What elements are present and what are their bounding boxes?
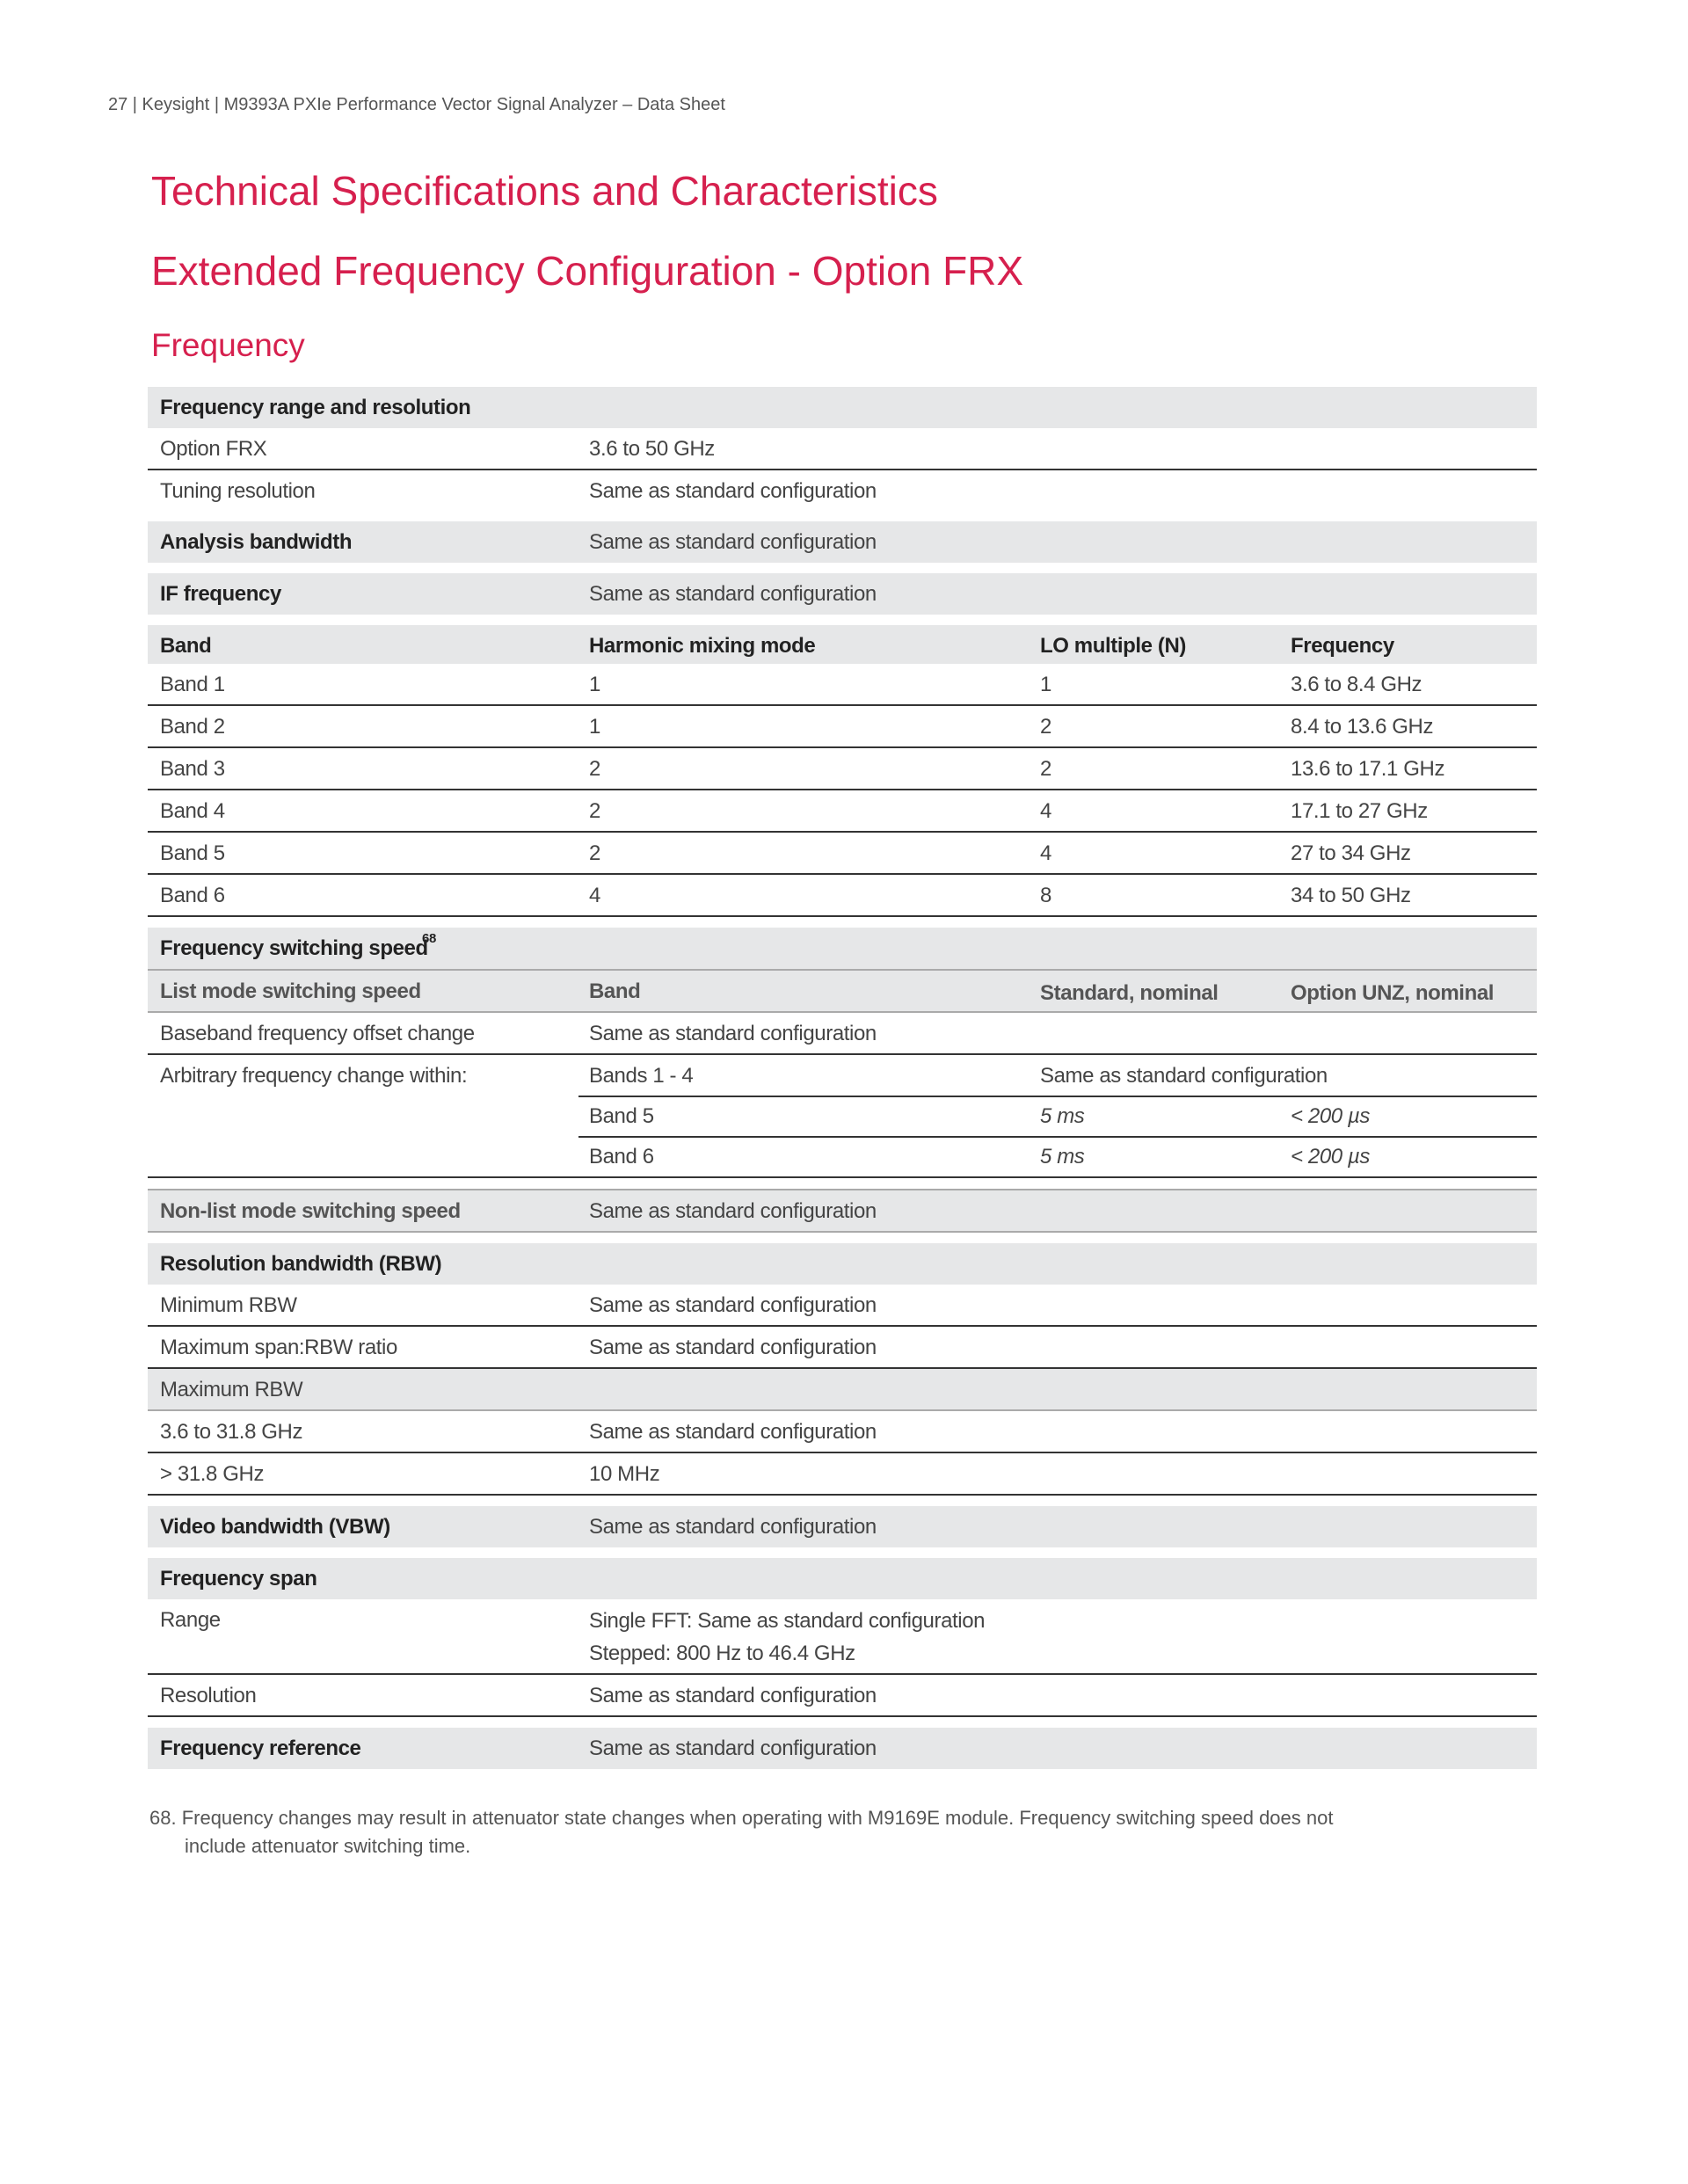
cell-value: 4 — [1040, 841, 1051, 865]
table-row — [148, 1453, 1537, 1496]
row-label: Arbitrary frequency change within: — [160, 1064, 468, 1088]
row-label: Minimum RBW — [160, 1293, 297, 1317]
table-row — [148, 428, 1537, 470]
cell-value: 2 — [589, 799, 600, 823]
table-row — [148, 875, 1537, 917]
cell-value: 4 — [589, 884, 600, 907]
value-line-2: Stepped: 800 Hz to 46.4 GHz — [589, 1642, 855, 1665]
cell-value: 10 MHz — [589, 1462, 660, 1486]
row-label: Maximum RBW — [160, 1378, 303, 1401]
spec-section — [148, 1189, 1537, 1233]
spec-section — [148, 1243, 1537, 1496]
table-row — [148, 1506, 1537, 1547]
row-label: Frequency switching speed — [160, 936, 428, 960]
table-row — [148, 1675, 1537, 1717]
row-label: Frequency span — [160, 1567, 317, 1591]
table-row — [148, 1558, 1537, 1599]
cell-value: 8.4 to 13.6 GHz — [1291, 715, 1434, 739]
cell-value: 1 — [589, 673, 600, 696]
cell-value: 34 to 50 GHz — [1291, 884, 1411, 907]
running-header: 27 | Keysight | M9393A PXIe Performance Vector Signal Analyzer – Data Sheet — [108, 95, 725, 114]
row-label: Range — [160, 1608, 221, 1632]
table-row — [148, 1285, 1537, 1327]
table-row — [148, 1599, 1537, 1675]
cell-value: 2 — [1040, 715, 1051, 739]
cell-value: 17.1 to 27 GHz — [1291, 799, 1428, 823]
row-label: Resolution — [160, 1684, 257, 1707]
cell-value: Band — [589, 979, 641, 1003]
cell-value: Band 6 — [589, 1145, 654, 1168]
cell-value: Same as standard configuration — [589, 1293, 877, 1317]
cell-value: LO multiple (N) — [1040, 634, 1186, 658]
row-label: Band 1 — [160, 673, 225, 696]
row-label: Band 5 — [160, 841, 225, 865]
sub-row — [578, 1136, 1537, 1176]
row-label: Video bandwidth (VBW) — [160, 1515, 390, 1539]
footnote-ref: 68 — [422, 931, 436, 946]
spec-table — [148, 387, 1537, 1780]
table-row — [148, 748, 1537, 790]
row-label: Band — [160, 634, 212, 658]
spec-section — [148, 928, 1537, 1178]
table-row — [148, 1189, 1537, 1233]
cell-value: 5 ms — [1040, 1145, 1085, 1168]
table-row — [148, 625, 1537, 664]
cell-value: Bands 1 - 4 — [589, 1064, 694, 1088]
cell-value: Same as standard configuration — [589, 582, 877, 606]
footnote-line-2: include attenuator switching time. — [185, 1835, 471, 1857]
row-label: Tuning resolution — [160, 479, 316, 503]
cell-value: Same as standard configuration — [589, 1022, 877, 1045]
spec-section — [148, 1506, 1537, 1547]
row-label: List mode switching speed — [160, 979, 421, 1003]
spec-section — [148, 573, 1537, 615]
table-row — [148, 387, 1537, 428]
table-row — [148, 1728, 1537, 1769]
cell-value: Same as standard configuration — [589, 1684, 877, 1707]
row-label: Frequency reference — [160, 1736, 361, 1760]
cell-value: Frequency — [1291, 634, 1394, 658]
spec-section — [148, 1558, 1537, 1717]
cell-value: Same as standard configuration — [589, 530, 877, 554]
cell-value: Same as standard configuration — [589, 479, 877, 503]
spec-section — [148, 1728, 1537, 1769]
page-title: Technical Specifications and Characteristics — [151, 168, 938, 214]
row-label: > 31.8 GHz — [160, 1462, 265, 1486]
cell-value: Same as standard configuration — [589, 1736, 877, 1760]
spec-section — [148, 387, 1537, 511]
spec-section — [148, 625, 1537, 917]
row-label: 3.6 to 31.8 GHz — [160, 1420, 303, 1444]
row-label: Maximum span:RBW ratio — [160, 1336, 397, 1359]
section-title: Frequency — [151, 327, 305, 363]
sub-row — [578, 1055, 1537, 1097]
table-row — [148, 664, 1537, 706]
spec-section — [148, 521, 1537, 563]
table-row — [148, 1327, 1537, 1369]
table-row — [148, 1369, 1537, 1411]
row-label: Band 3 — [160, 757, 225, 781]
table-row — [148, 1013, 1537, 1055]
row-label: IF frequency — [160, 582, 281, 606]
cell-value: 2 — [589, 757, 600, 781]
table-row-multi — [148, 1055, 1537, 1178]
cell-value: Option UNZ, nominal — [1291, 981, 1495, 1005]
table-row — [148, 969, 1537, 1013]
cell-value: 8 — [1040, 884, 1051, 907]
cell-value: Band 5 — [589, 1104, 654, 1128]
table-row — [148, 706, 1537, 748]
cell-value: 5 ms — [1040, 1104, 1085, 1128]
row-label: Resolution bandwidth (RBW) — [160, 1252, 442, 1276]
row-label: Band 2 — [160, 715, 225, 739]
row-label: Baseband frequency offset change — [160, 1022, 475, 1045]
cell-value: Same as standard configuration — [589, 1336, 877, 1359]
table-row — [148, 521, 1537, 563]
sub-row — [578, 1096, 1537, 1138]
footnote — [149, 1804, 1521, 1860]
row-label: Non-list mode switching speed — [160, 1199, 461, 1223]
page-subtitle: Extended Frequency Configuration - Option FRX — [151, 248, 1024, 294]
value-line-1: Single FFT: Same as standard configuration — [589, 1609, 986, 1633]
table-row — [148, 1243, 1537, 1285]
cell-value: 1 — [589, 715, 600, 739]
cell-value: 2 — [589, 841, 600, 865]
row-label: Band 6 — [160, 884, 225, 907]
table-row — [148, 470, 1537, 511]
row-label: Frequency range and resolution — [160, 396, 471, 419]
cell-value: Harmonic mixing mode — [589, 634, 816, 658]
table-row — [148, 928, 1537, 969]
cell-value: < 200 µs — [1291, 1104, 1371, 1128]
cell-value: 1 — [1040, 673, 1051, 696]
cell-value: 2 — [1040, 757, 1051, 781]
table-row — [148, 790, 1537, 833]
cell-value: < 200 µs — [1291, 1145, 1371, 1168]
cell-value: 3.6 to 8.4 GHz — [1291, 673, 1422, 696]
row-label: Analysis bandwidth — [160, 530, 353, 554]
cell-value: 3.6 to 50 GHz — [589, 437, 715, 461]
cell-value: 27 to 34 GHz — [1291, 841, 1411, 865]
row-label: Option FRX — [160, 437, 267, 461]
footnote-line-1: 68. Frequency changes may result in attenuator state changes when operating with M9169E module. Frequency switching speed does not — [149, 1807, 1334, 1829]
cell-value: 4 — [1040, 799, 1051, 823]
row-label: Band 4 — [160, 799, 225, 823]
cell-value: Same as standard configuration — [1040, 1064, 1328, 1088]
table-row — [148, 833, 1537, 875]
cell-value: 13.6 to 17.1 GHz — [1291, 757, 1445, 781]
cell-value: Same as standard configuration — [589, 1199, 877, 1223]
cell-value — [589, 1605, 985, 1670]
table-row — [148, 573, 1537, 615]
cell-value: Same as standard configuration — [589, 1420, 877, 1444]
table-row — [148, 1411, 1537, 1453]
cell-value: Standard, nominal — [1040, 981, 1219, 1005]
cell-value: Same as standard configuration — [589, 1515, 877, 1539]
